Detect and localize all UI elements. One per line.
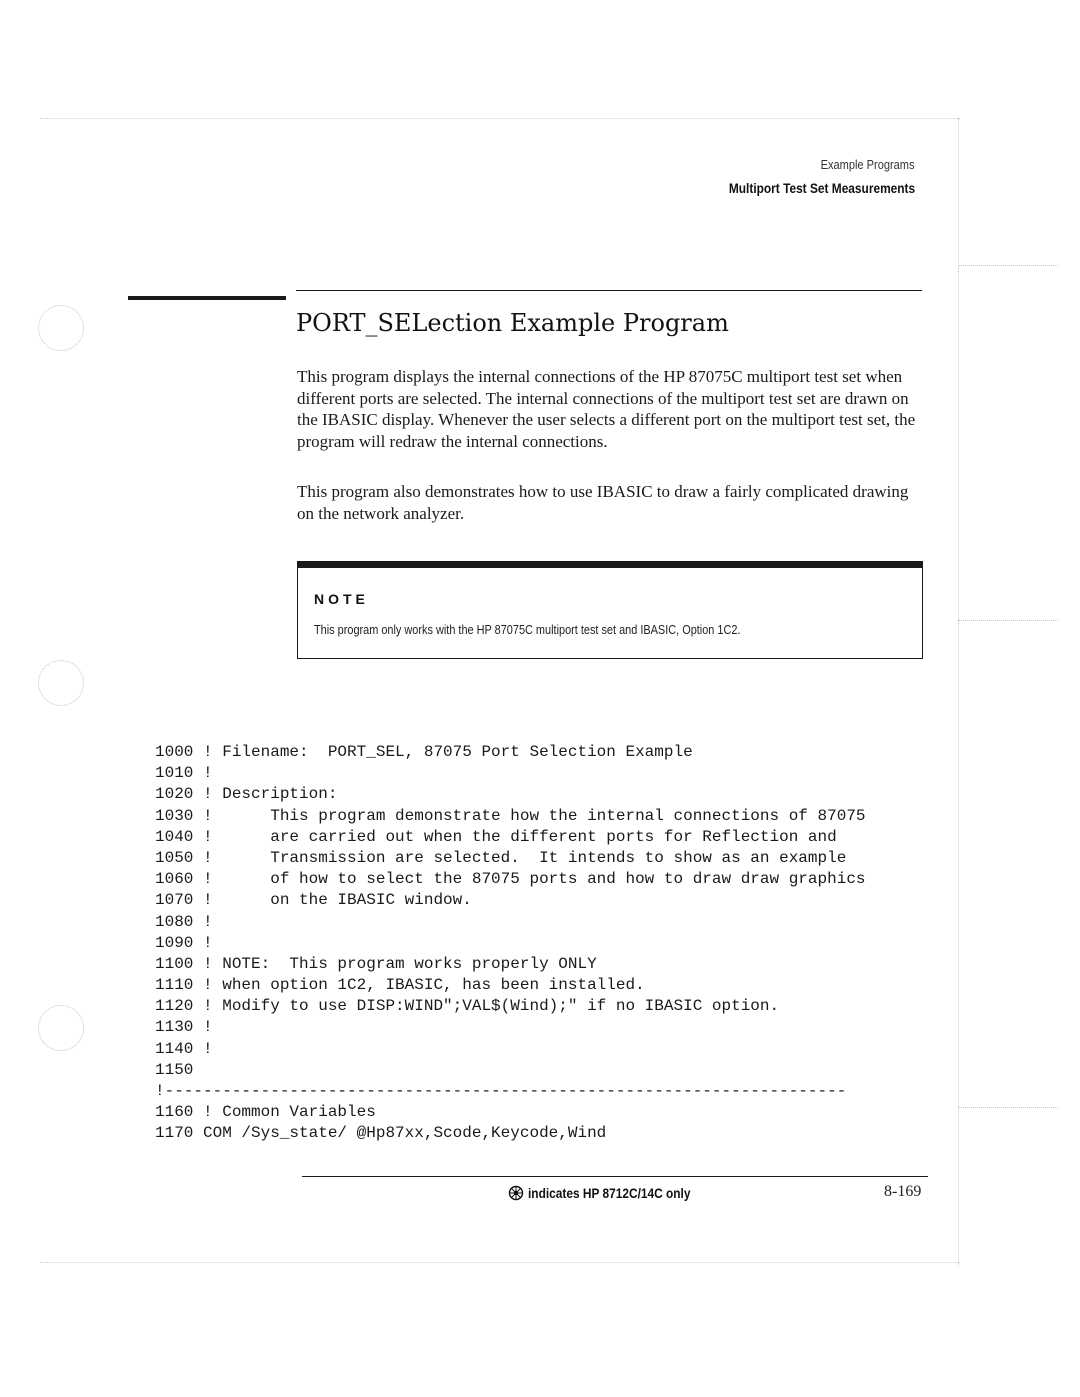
footer-rule <box>302 1176 928 1177</box>
binder-hole <box>38 1005 84 1051</box>
running-header-section: Multiport Test Set Measurements <box>728 180 915 196</box>
code-line: 1030 ! This program demonstrate how the internal connections of 87075 <box>155 806 866 825</box>
note-text: This program only works with the HP 87075C multiport test set and IBASIC, Option 1C2. <box>314 622 741 637</box>
running-header-chapter: Example Programs <box>821 157 915 172</box>
code-line: 1100 ! NOTE: This program works properly ONLY <box>155 954 597 973</box>
hp-8712c-14c-symbol-icon <box>508 1185 524 1201</box>
code-line: !----------------------------------------------------------------------- <box>155 1082 847 1100</box>
footer-note-text: indicates HP 8712C/14C only <box>528 1185 691 1201</box>
code-line: 1170 COM /Sys_state/ @Hp87xx,Scode,Keycode,Wind <box>155 1124 607 1143</box>
section-rule-thin <box>296 290 922 291</box>
code-line: 1150 <box>155 1060 194 1079</box>
code-line: 1050 ! Transmission are selected. It intends to show as an example <box>155 848 847 867</box>
footer-note <box>508 1185 719 1201</box>
scan-edge-right <box>958 118 959 1266</box>
scan-edge-bottom <box>40 1262 960 1263</box>
page-title: PORT_SELection Example Program <box>296 309 729 337</box>
code-line: 1040 ! are carried out when the different ports for Reflection and <box>155 827 837 846</box>
scan-tick <box>958 265 1058 266</box>
scan-tick <box>958 1107 1058 1108</box>
code-line: 1000 ! Filename: PORT_SEL, 87075 Port Selection Example <box>155 743 693 761</box>
section-rule-thick <box>128 296 286 300</box>
note-heading: NOTE <box>314 591 369 607</box>
code-line: 1090 ! <box>155 933 213 952</box>
binder-hole <box>38 305 84 351</box>
code-line: 1140 ! <box>155 1039 213 1058</box>
binder-hole <box>38 660 84 706</box>
demo-paragraph: This program also demonstrates how to use IBASIC to draw a fairly complicated drawing on the network analyzer. <box>297 482 909 523</box>
intro-paragraph: This program displays the internal connections of the HP 87075C multiport test set when different ports are selected. The internal connections of the multiport test set are drawn on the IBASIC display. Whenever the user selects a different port on the multiport test set, the program will redraw the internal connections. <box>297 367 916 451</box>
note-box <box>297 561 923 659</box>
scan-tick <box>958 620 1058 621</box>
code-line: 1010 ! <box>155 764 213 783</box>
code-line: 1120 ! Modify to use DISP:WIND";VAL$(Wind);" if no IBASIC option. <box>155 997 780 1016</box>
scan-edge-top <box>40 118 960 119</box>
code-line: 1070 ! on the IBASIC window. <box>155 891 472 910</box>
code-line: 1080 ! <box>155 912 213 931</box>
code-line: 1060 ! of how to select the 87075 ports and how to draw draw graphics <box>155 870 866 889</box>
code-line: 1130 ! <box>155 1018 213 1037</box>
code-line: 1110 ! when option 1C2, IBASIC, has been installed. <box>155 976 645 995</box>
page-number: 8-169 <box>884 1183 922 1200</box>
code-line: 1160 ! Common Variables <box>155 1103 376 1122</box>
code-listing <box>155 742 866 1145</box>
code-line: 1020 ! Description: <box>155 785 338 804</box>
